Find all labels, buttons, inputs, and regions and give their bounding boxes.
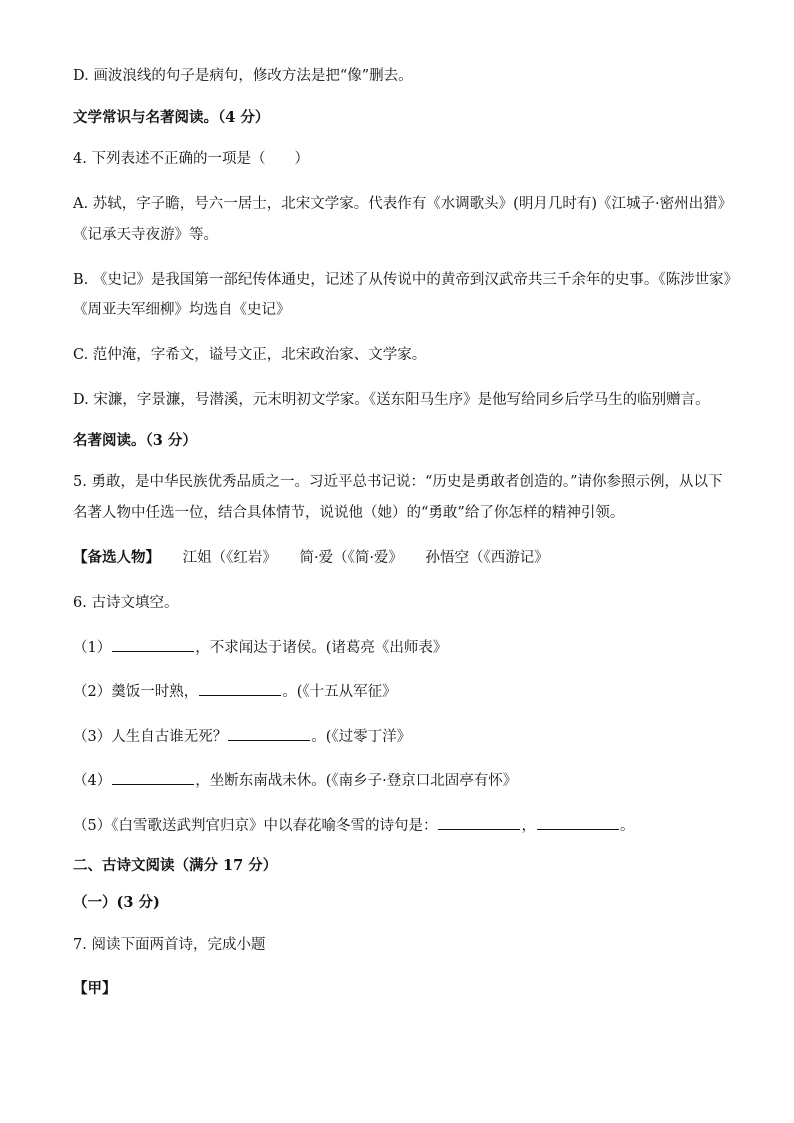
q6-stem: 6. 古诗文填空。 [73,595,179,611]
q4-option-b-line1: B. 《史记》是我国第一部纪传体通史，记述了从传说中的黄帝到汉武帝共三千余年的史事。《陈涉世家》 [73,272,739,288]
section-heading-classics: 名著阅读。（3 分） [73,432,197,449]
q6-item-1 [73,637,724,658]
q6-1-text: ，不求闻达于诸侯。(诸葛亮《出师表》 [195,640,448,656]
q6-item-2 [73,681,724,702]
q4-option-a-line2: 《记承天寺夜游》等。 [73,227,218,243]
poem-jia-label: 【甲】 [73,980,117,997]
answer-blank[interactable] [228,726,310,741]
q6-5-comma: ， [521,818,536,834]
section-heading-literature: 文学常识与名著阅读。（4 分） [73,109,270,126]
q3-option-d: D. 画波浪线的句子是病句，修改方法是把“像”删去。 [73,68,413,84]
q6-3-source: 。(《过零丁洋》 [311,729,412,745]
q4-option-b-line2: 《周亚夫军细柳》均选自《史记》 [73,302,291,318]
q6-2-text: （2）羹饭一时熟， [73,684,199,700]
q4-option-a-line1: A. 苏轼，字子瞻，号六一居士，北宋文学家。代表作有《水调歌头》(明月几时有)《江城子·密州出猎》 [73,196,733,212]
q5-line2: 名著人物中任选一位，结合具体情节，说说他（她）的“勇敢”给了你怎样的精神引领。 [73,505,625,521]
candidate-item: 江姐（《红岩》 [182,550,277,566]
q6-item-3 [73,726,724,747]
q6-5-end: 。 [619,818,635,834]
subsection-one: （一）(3 分) [73,894,160,911]
q6-1-prefix: （1） [73,640,112,656]
answer-blank[interactable] [537,815,619,830]
candidate-item: 简·爱（《简·爱》 [299,550,403,566]
q6-4-prefix: （4） [73,773,112,789]
answer-blank[interactable] [438,815,520,830]
answer-blank[interactable] [199,681,281,696]
q5-candidates [73,548,724,568]
section-heading-two: 二、古诗文阅读（满分 17 分） [73,857,278,874]
answer-blank[interactable] [112,637,194,652]
q6-2-source: 。(《十五从军征》 [282,684,397,700]
q6-item-5 [73,815,724,836]
answer-blank[interactable] [112,770,194,785]
candidate-item: 孙悟空（《西游记》 [425,550,549,566]
q6-5-text: （5）《白雪歌送武判官归京》中以春花喻冬雪的诗句是： [73,818,438,834]
q4-option-d: D. 宋濂，字景濂，号潜溪，元末明初文学家。《送东阳马生序》是他写给同乡后学马生的临别赠言。 [73,392,710,408]
q6-3-text: （3）人生自古谁无死？ [73,729,228,745]
candidates-label: 【备选人物】 [73,549,160,566]
q6-4-text: ，坐断东南战未休。(《南乡子·登京口北固亭有怀》 [195,773,518,789]
q7-stem: 7. 阅读下面两首诗，完成小题 [73,937,266,953]
q5-line1: 5. 勇敢，是中华民族优秀品质之一。习近平总书记说：“历史是勇敢者创造的。”请你参照示例，从以下 [73,474,723,490]
q6-item-4 [73,770,724,791]
q4-stem: 4. 下列表述不正确的一项是（ ） [73,151,309,167]
q4-option-c: C. 范仲淹，字希文，谥号文正，北宋政治家、文学家。 [73,347,427,363]
